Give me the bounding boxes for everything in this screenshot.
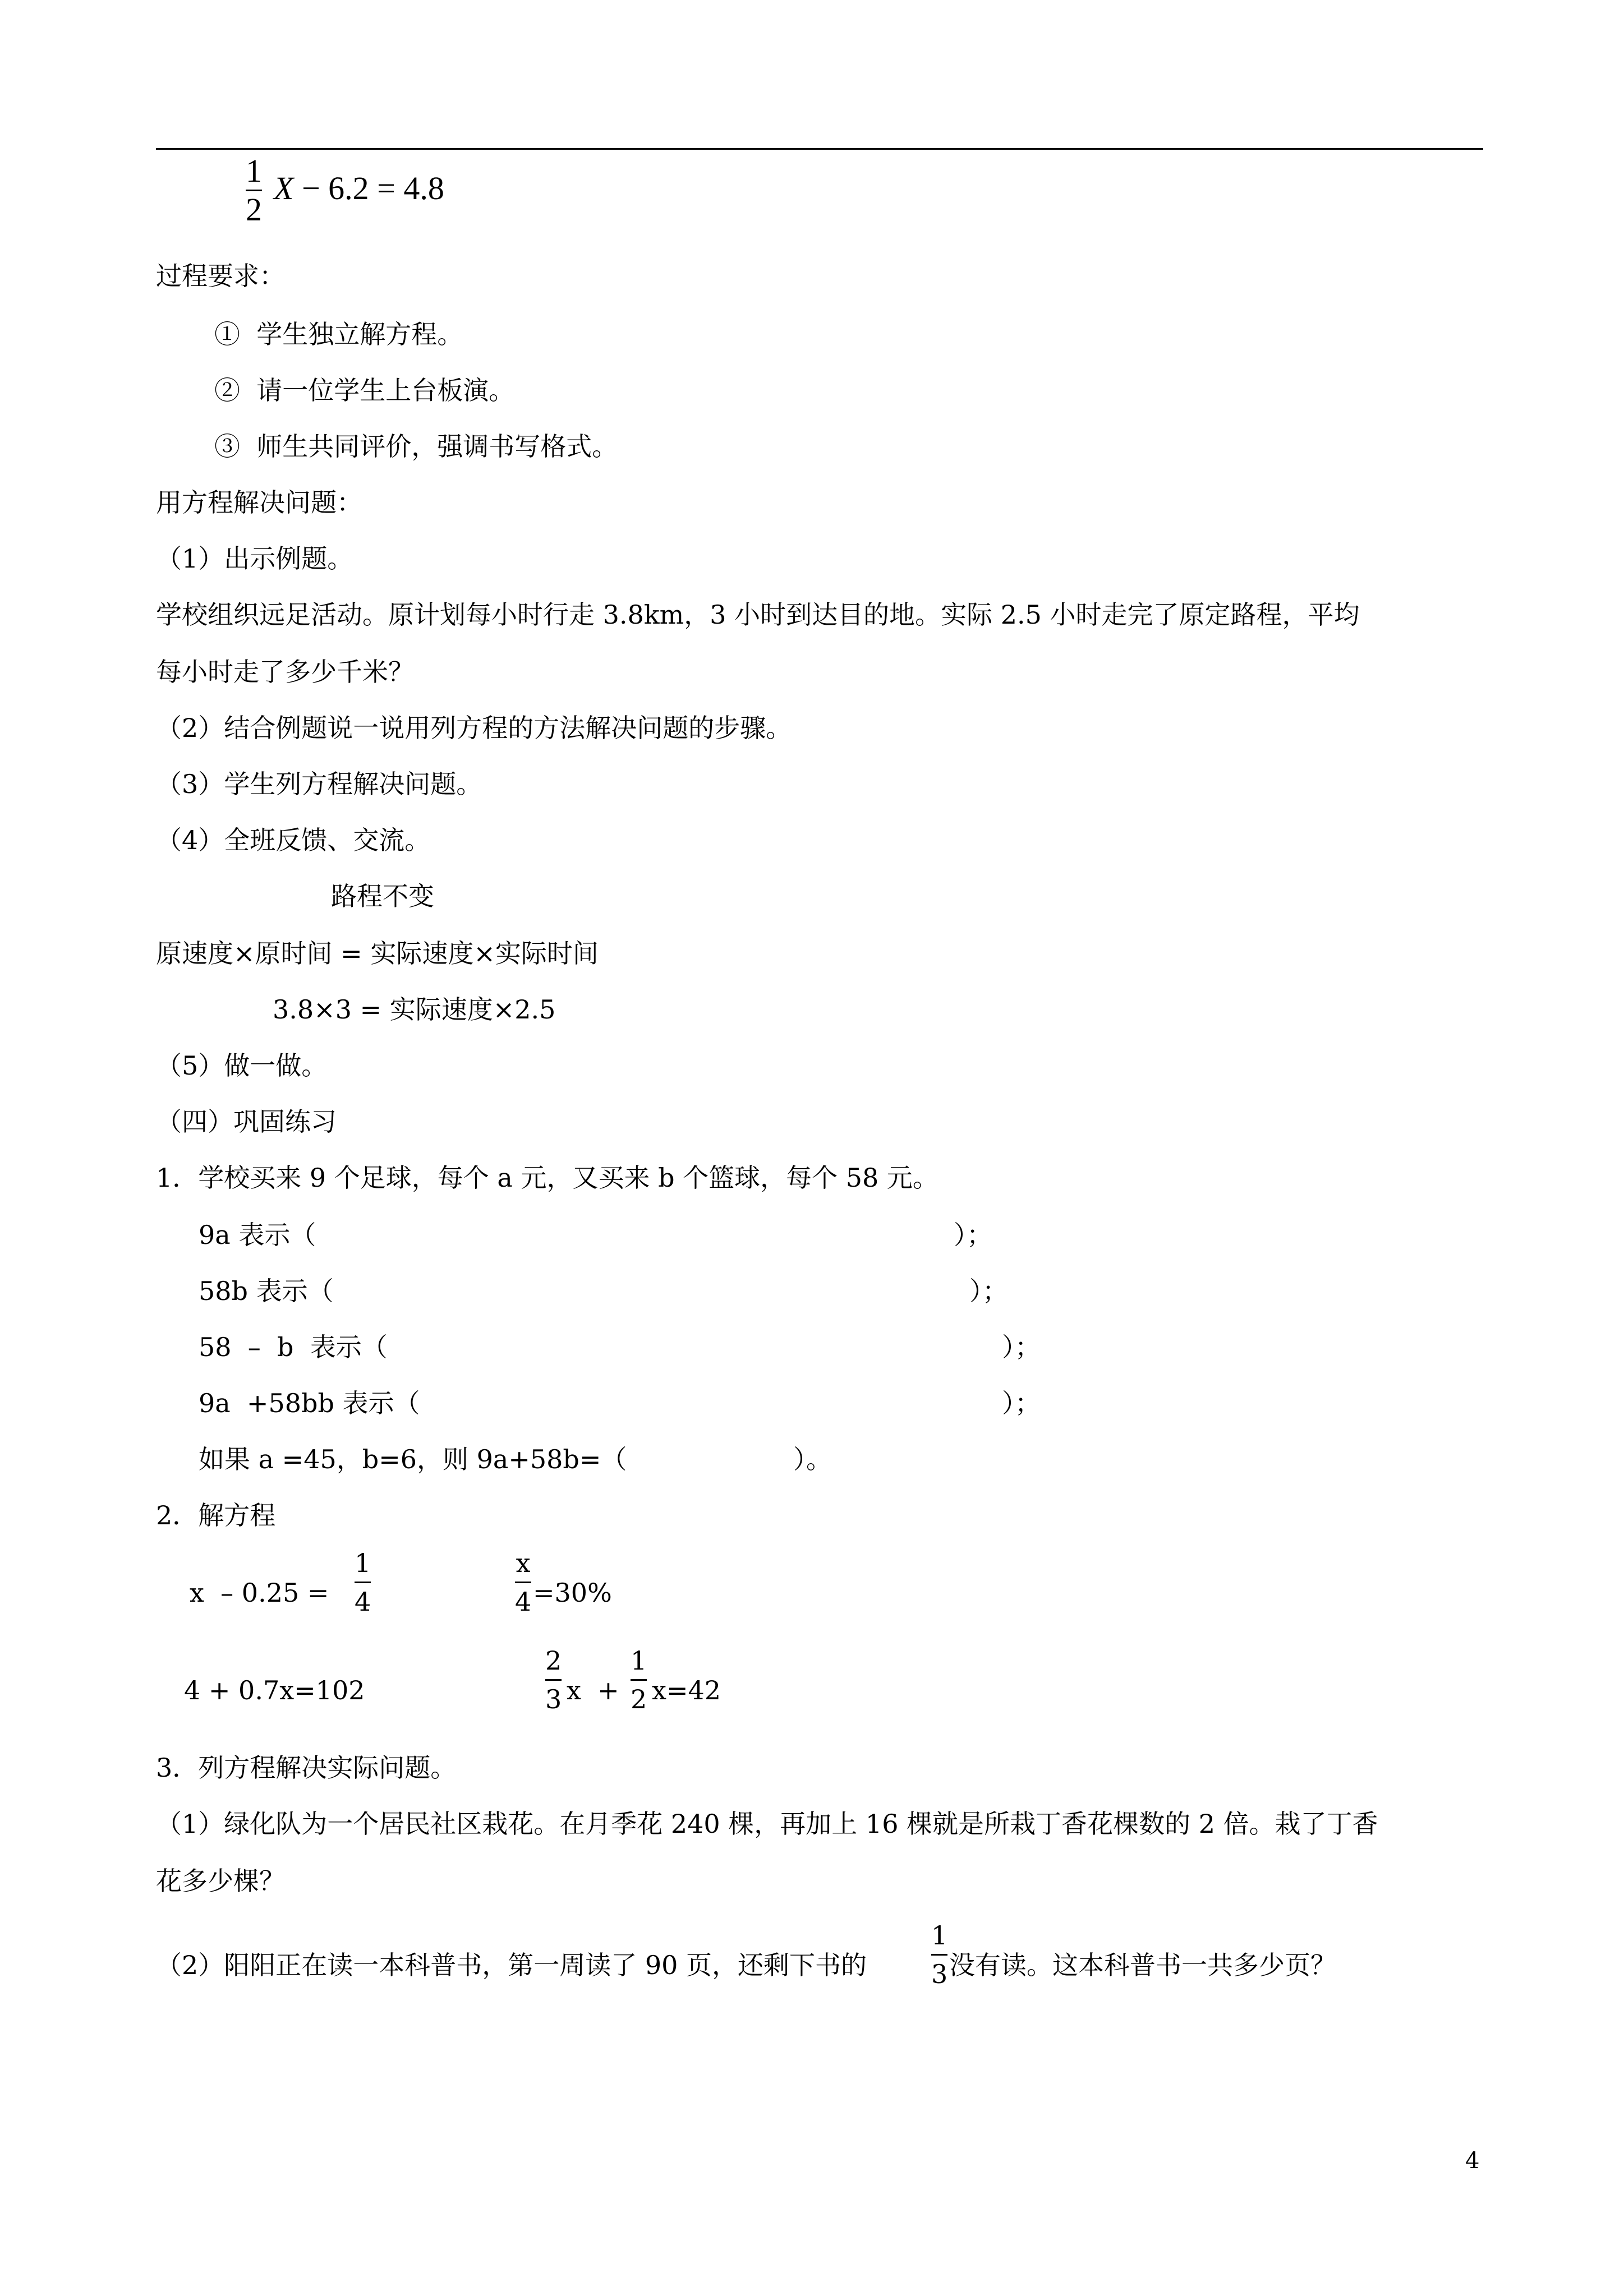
practice-heading: （四）巩固练习 <box>156 1106 337 1137</box>
question-2-title: 2．解方程 <box>156 1500 276 1530</box>
blank-58-minus-b-end: ）； <box>1002 1332 1041 1362</box>
solve-step-2: （2）结合例题说一说用列方程的方法解决问题的步骤。 <box>156 713 792 743</box>
process-item-3: ③ 师生共同评价，强调书写格式。 <box>214 431 618 462</box>
equation-4-fraction-2 <box>631 1645 647 1714</box>
relation-equation: 原速度×原时间 = 实际速度×实际时间 <box>156 938 599 969</box>
equation-4-fraction-1 <box>545 1645 562 1714</box>
equation-4-denominator-1: 3 <box>545 1684 562 1714</box>
equation-3: 4 + 0.7x=102 <box>184 1675 365 1705</box>
equation-1-fraction <box>355 1548 371 1617</box>
example-line-2: 每小时走了多少千米？ <box>156 657 414 687</box>
blank-58-minus-b-label: 58 – b 表示（ <box>199 1332 388 1362</box>
page-number: 4 <box>1465 2148 1480 2174</box>
process-heading: 过程要求： <box>156 261 285 291</box>
header-rule <box>156 148 1483 150</box>
top-equation-fraction <box>246 153 262 228</box>
equation-2-fraction <box>515 1548 531 1617</box>
compute-end: ）。 <box>793 1444 832 1474</box>
equation-4-numerator-2: 1 <box>631 1645 647 1676</box>
top-equation-rest: − 6.2 = 4.8 <box>293 170 444 206</box>
problem-2-numerator: 1 <box>931 1920 948 1951</box>
problem-2-after: 没有读。这本科普书一共多少页？ <box>949 1950 1336 1980</box>
solve-step-3: （3）学生列方程解决问题。 <box>156 769 482 799</box>
equation-4-right: x=42 <box>652 1675 721 1705</box>
problem-2-before: （2）阳阳正在读一本科普书，第一周读了 90 页，还剩下书的 <box>156 1950 867 1980</box>
equation-1-left: x – 0.25 = <box>190 1578 329 1608</box>
equation-2-right: =30% <box>533 1578 612 1608</box>
top-equation-numerator: 1 <box>246 153 262 189</box>
blank-9a-label: 9a 表示（ <box>199 1220 316 1250</box>
equation-2-denominator: 4 <box>515 1587 532 1617</box>
blank-9a-plus-58b-label: 9a +58bb 表示（ <box>199 1388 420 1418</box>
problem-1-line-2: 花多少棵？ <box>156 1866 285 1896</box>
compute-label: 如果 a =45，b=6，则 9a+58b=（ <box>199 1444 627 1474</box>
solve-step-4: （4）全班反馈、交流。 <box>156 825 431 855</box>
question-1-title: 1．学校买来 9 个足球，每个 a 元，又买来 b 个篮球，每个 58 元。 <box>156 1163 938 1193</box>
numeric-equation: 3.8×3 = 实际速度×2.5 <box>273 994 556 1025</box>
problem-1-line-1: （1）绿化队为一个居民社区栽花。在月季花 240 棵，再加上 16 棵就是所栽丁香花棵数的 2 倍。栽了丁香 <box>156 1809 1378 1839</box>
blank-58b-label: 58b 表示（ <box>199 1276 334 1306</box>
blank-58b-end: ）； <box>969 1276 1008 1306</box>
problem-2-fraction <box>931 1920 947 1989</box>
equation-1-numerator: 1 <box>355 1548 371 1578</box>
blank-9a-plus-58b-end: ）； <box>1002 1388 1041 1418</box>
solve-heading: 用方程解决问题： <box>156 487 362 518</box>
relation-title: 路程不变 <box>331 881 434 911</box>
solve-step-1: （1）出示例题。 <box>156 543 353 574</box>
solve-step-5: （5）做一做。 <box>156 1050 328 1081</box>
top-equation-body <box>274 172 444 205</box>
equation-2-numerator: x <box>516 1548 531 1578</box>
equation-4-denominator-2: 2 <box>631 1684 647 1714</box>
top-equation-denominator: 2 <box>246 191 262 228</box>
equation-4-numerator-1: 2 <box>545 1645 562 1676</box>
process-item-2: ② 请一位学生上台板演。 <box>214 375 515 405</box>
problem-2-denominator: 3 <box>931 1959 948 1989</box>
equation-1-denominator: 4 <box>355 1587 371 1617</box>
process-item-1: ① 学生独立解方程。 <box>214 319 463 349</box>
question-3-title: 3．列方程解决实际问题。 <box>156 1753 457 1783</box>
top-equation-variable: X <box>274 170 294 206</box>
example-line-1: 学校组织远足活动。原计划每小时行走 3.8km，3 小时到达目的地。实际 2.5 小时走完了原定路程，平均 <box>156 600 1360 630</box>
blank-9a-end: ）； <box>954 1220 992 1250</box>
equation-4-middle: x + <box>567 1675 619 1705</box>
